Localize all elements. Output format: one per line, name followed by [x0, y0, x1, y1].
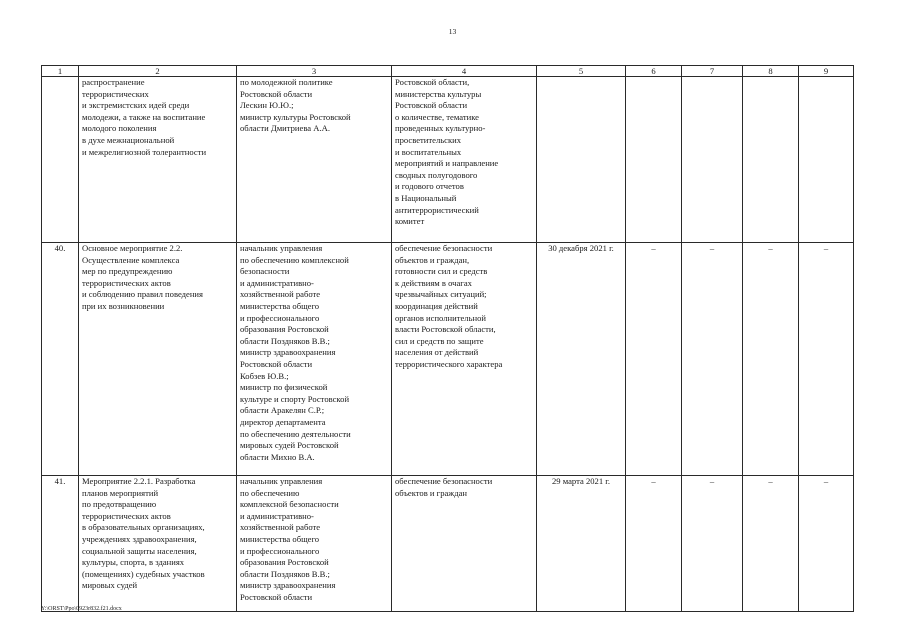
- cell-col-7: [682, 77, 743, 243]
- header-cell: 8: [743, 66, 799, 77]
- cell-col-8: [743, 77, 799, 243]
- header-cell: 2: [79, 66, 237, 77]
- measure-name: распространение террористических и экстремистских идей среди молодежи, а также на воспитание молодого поколения в духе межнациональной и межрелигиозной толерантности: [79, 77, 237, 243]
- responsible-executor: по молодежной политике Ростовской области Лескин Ю.Ю.; министр культуры Ростовской области Дмитриева А.А.: [237, 77, 392, 243]
- header-cell: 9: [799, 66, 854, 77]
- row-number: [42, 77, 79, 243]
- deadline-date: 29 марта 2021 г.: [537, 476, 626, 612]
- cell-col-6: [626, 77, 682, 243]
- row-number: 40.: [42, 243, 79, 476]
- cell-col-8: –: [743, 476, 799, 612]
- header-cell: 1: [42, 66, 79, 77]
- cell-col-9: [799, 77, 854, 243]
- table-row: [42, 77, 854, 243]
- header-cell: 3: [237, 66, 392, 77]
- cell-col-6: –: [626, 243, 682, 476]
- header-cell: 7: [682, 66, 743, 77]
- expected-result: обеспечение безопасности объектов и граждан: [392, 476, 537, 612]
- row-number: 41.: [42, 476, 79, 612]
- measure-name: Основное мероприятие 2.2. Осуществление комплекса мер по предупреждению террористических актов и соблюдению правил поведения при их возникновении: [79, 243, 237, 476]
- cell-col-7: –: [682, 476, 743, 612]
- header-cell: 5: [537, 66, 626, 77]
- cell-col-9: –: [799, 476, 854, 612]
- responsible-executor: начальник управления по обеспечению комплексной безопасности и административно- хозяйственной работе министерства общего и профессионального образования Ростовской области Поздняков В.В.; министр здравоохранения Ростовской области Кобзев Ю.В.; министр по физической культуре и спорту Ростовской области Аракелян С.Р.; директор департамента по обеспечению деятельности мировых судей Ростовской области Михно В.А.: [237, 243, 392, 476]
- table-row: [42, 243, 854, 476]
- deadline-date: [537, 77, 626, 243]
- table-row: [42, 476, 854, 612]
- header-cell: 4: [392, 66, 537, 77]
- cell-col-7: –: [682, 243, 743, 476]
- table-header-row: [42, 66, 854, 77]
- responsible-executor: начальник управления по обеспечению комплексной безопасности и административно- хозяйственной работе министерства общего и профессионального образования Ростовской области Поздняков В.В.; министр здравоохранения Ростовской области: [237, 476, 392, 612]
- cell-col-6: –: [626, 476, 682, 612]
- header-cell: 6: [626, 66, 682, 77]
- cell-col-8: –: [743, 243, 799, 476]
- page-number: 13: [448, 27, 457, 36]
- cell-col-9: –: [799, 243, 854, 476]
- expected-result: Ростовской области, министерства культуры Ростовской области о количестве, тематике проведенных культурно- просветительских и воспитательных мероприятий и направление сводных полугодового и годового отчетов в Национальный антитеррористический комитет: [392, 77, 537, 243]
- measure-name: Мероприятие 2.2.1. Разработка планов мероприятий по предотвращению террористических актов в образовательных организациях, учреждениях здравоохранения, социальной защиты населения, культуры, спорта, в зданиях (помещениях) судебных участков мировых судей: [79, 476, 237, 612]
- file-path-footer: Y:\ORST\Ppo\0923r832.f21.docx: [41, 606, 122, 612]
- deadline-date: 30 декабря 2021 г.: [537, 243, 626, 476]
- expected-result: обеспечение безопасности объектов и граждан, готовности сил и средств к действиям в очагах чрезвычайных ситуаций; координация действий органов исполнительной власти Ростовской области, сил и средств по защите населения от действий террористического характера: [392, 243, 537, 476]
- measures-table: [41, 65, 854, 612]
